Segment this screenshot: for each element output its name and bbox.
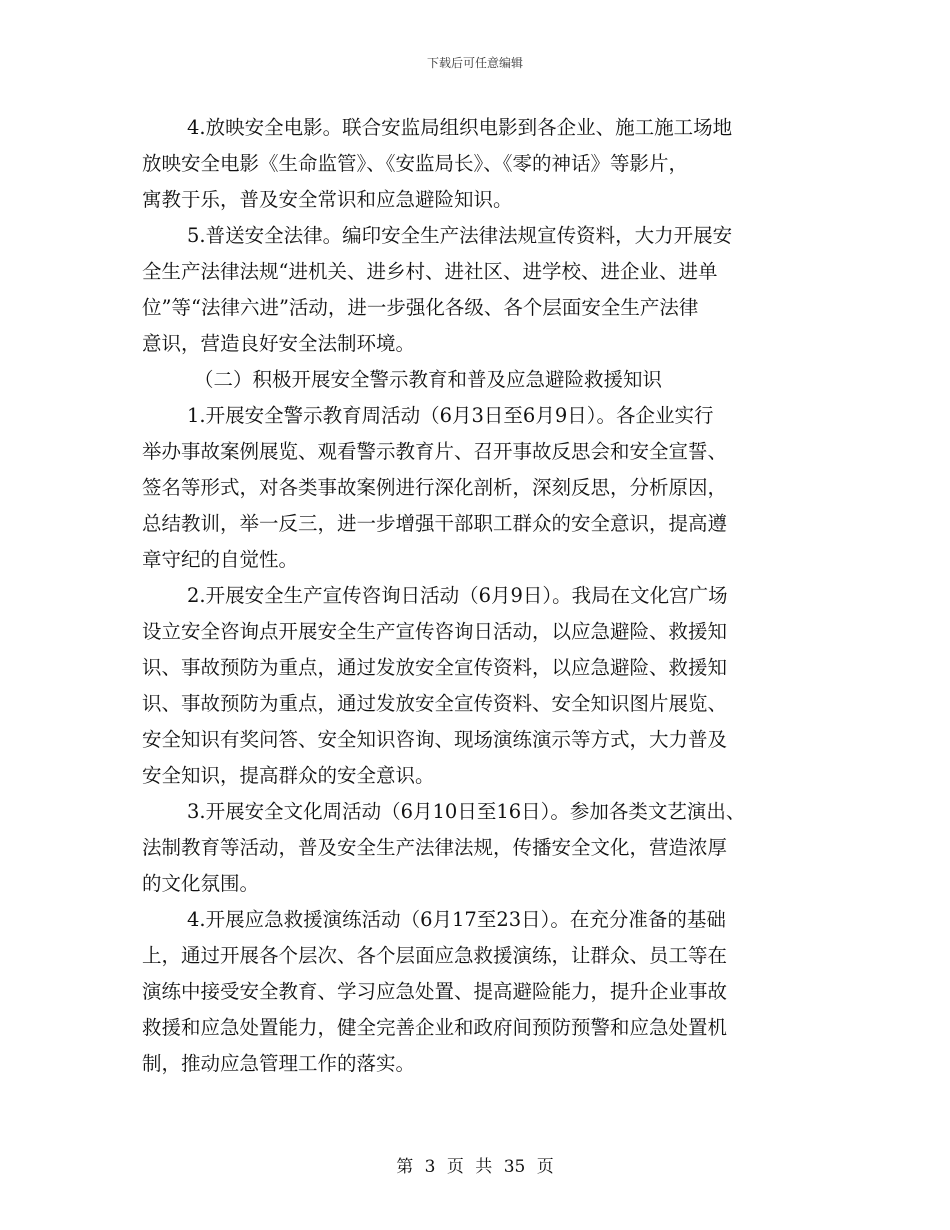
paragraph-line: 安全知识，提高群众的安全意识。: [142, 764, 435, 787]
paragraph-line: 安全知识有奖问答、安全知识咨询、现场演练演示等方式，大力普及: [142, 728, 728, 751]
paragraph-line: 位”等“法律六进”活动，进一步强化各级、各个层面安全生产法律: [142, 296, 699, 319]
paragraph-line: 签名等形式，对各类事故案例进行深化剖析，深刻反思，分析原因，: [142, 476, 728, 499]
document-body: [142, 110, 812, 1082]
paragraph-line: 举办事故案例展览、观看警示教育片、召开事故反思会和安全宣誓、: [142, 440, 728, 463]
section-heading: （二）积极开展安全警示教育和普及应急避险救援知识: [194, 368, 663, 391]
paragraph-line: 演练中接受安全教育、学习应急处置、提高避险能力，提升企业事故: [142, 980, 728, 1003]
paragraph-line: 的文化氛围。: [142, 872, 260, 895]
paragraph-line: 4.开展应急救援演练活动（6月17至23日）。在充分准备的基础: [187, 908, 726, 931]
paragraph-line: 5.普送安全法律。编印安全生产法律法规宣传资料，大力开展安: [187, 224, 733, 247]
paragraph-line: 2.开展安全生产宣传咨询日活动（6月9日）。我局在文化宫广场: [187, 584, 728, 607]
page-footer: 第 3 页 共 35 页: [396, 1157, 554, 1177]
paragraph-line: 上，通过开展各个层次、各个层面应急救援演练，让群众、员工等在: [142, 944, 728, 967]
paragraph-line: 全生产法律法规“进机关、进乡村、进社区、进学校、进企业、进单: [142, 260, 718, 283]
paragraph-line: 意识，营造良好安全法制环境。: [142, 332, 416, 355]
paragraph-line: 法制教育等活动，普及安全生产法律法规，传播安全文化，营造浓厚: [142, 836, 728, 859]
paragraph-line: 寓教于乐，普及安全常识和应急避险知识。: [142, 188, 513, 211]
paragraph-line: 识、事故预防为重点，通过发放安全宣传资料，以应急避险、救援知: [142, 656, 728, 679]
paragraph-line: 放映安全电影《生命监管》、《安监局长》、《零的神话》等影片，: [142, 152, 689, 175]
paragraph-line: 1.开展安全警示教育周活动（6月3日至6月9日）。各企业实行: [187, 404, 714, 427]
paragraph-line: 救援和应急处置能力，健全完善企业和政府间预防预警和应急处置机: [142, 1016, 728, 1039]
paragraph-line: 总结教训，举一反三，进一步增强干部职工群众的安全意识，提高遵: [142, 512, 728, 535]
paragraph-line: 设立安全咨询点开展安全生产宣传咨询日活动，以应急避险、救援知: [142, 620, 728, 643]
paragraph-line: 制，推动应急管理工作的落实。: [142, 1052, 416, 1075]
paragraph-line: 3.开展安全文化周活动（6月10日至16日）。参加各类文艺演出、: [187, 800, 746, 823]
page-header: 下载后可任意编辑: [426, 56, 523, 70]
paragraph-line: 章守纪的自觉性。: [142, 548, 299, 571]
paragraph-line: 识、事故预防为重点，通过发放安全宣传资料、安全知识图片展览、: [142, 692, 728, 715]
paragraph-line: 4.放映安全电影。联合安监局组织电影到各企业、施工施工场地: [187, 116, 733, 139]
